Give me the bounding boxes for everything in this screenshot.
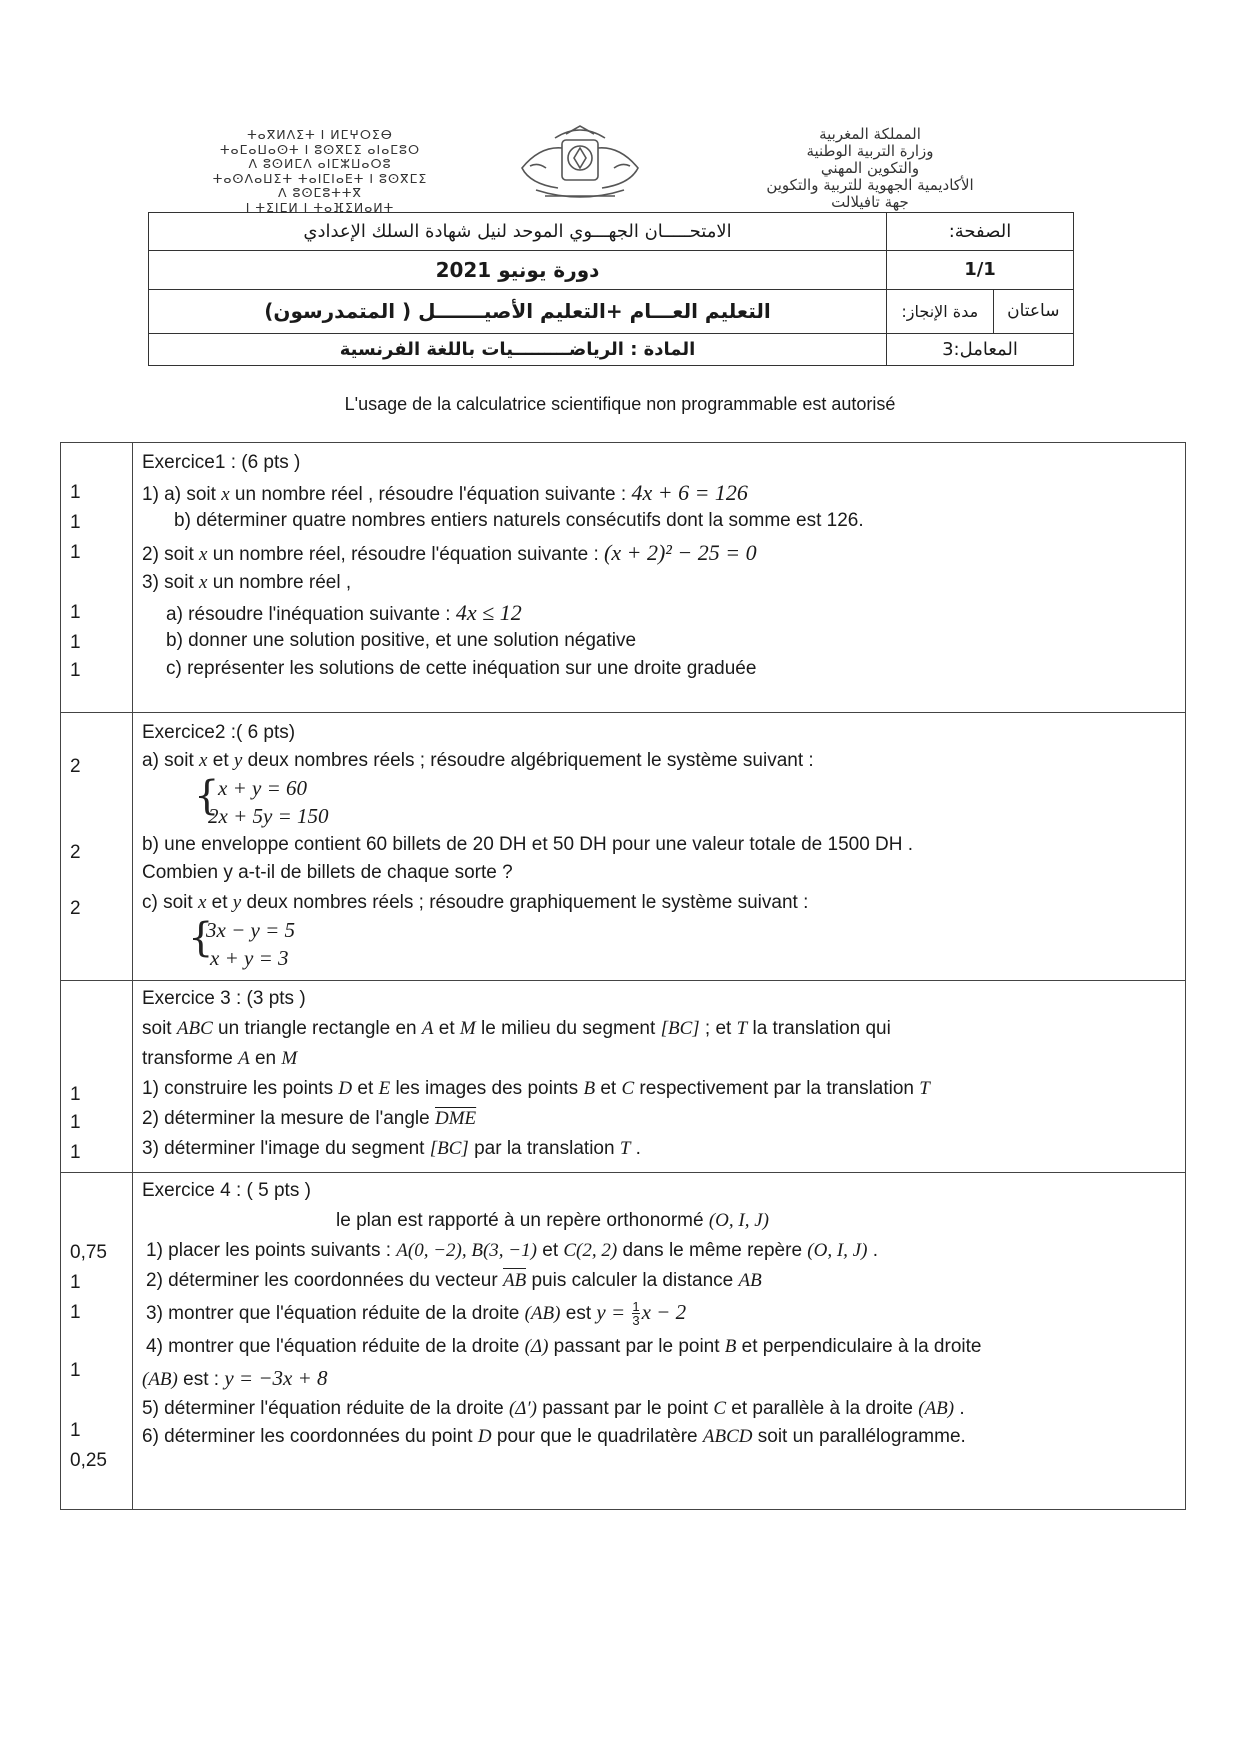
math: (Δ′) [508, 1398, 537, 1419]
points-value: 1 [70, 1420, 81, 1441]
text: transforme [142, 1048, 239, 1069]
equation: 4x + 6 = 126 [631, 480, 748, 505]
arabic-line: جهة تافيلالت [831, 193, 909, 211]
question-line [142, 892, 808, 914]
text: 3) déterminer l'image du segment [142, 1138, 430, 1159]
math: (AB) [918, 1398, 955, 1419]
math: (O, I, J) [807, 1240, 868, 1261]
tifinagh-line: ⵜⴰⴳⵍⴷⵉⵜ ⵏ ⵍⵎⵖⵔⵉⴱ [247, 127, 393, 142]
morocco-coat-of-arms-icon [500, 118, 660, 202]
text: le milieu du segment [475, 1018, 661, 1039]
tifinagh-line: ⴷ ⵓⵙⵎⵓⵜⵜⴳ [278, 185, 362, 200]
text: en [249, 1048, 282, 1069]
text: 2) soit [142, 544, 200, 565]
math: AB [738, 1270, 762, 1291]
tifinagh-line: ⴷ ⵓⵙⵍⵎⴷ ⴰⵏⵎⵣⵡⴰⵔⵓ [248, 156, 392, 171]
points-value: 1 [70, 1084, 81, 1105]
text: un triangle rectangle en [212, 1018, 422, 1039]
text: et [206, 892, 233, 913]
math: y = [596, 1300, 631, 1324]
points-value: 1 [70, 602, 81, 623]
text: 3) montrer que l'équation réduite de la droite [146, 1303, 525, 1324]
question-line [142, 1366, 328, 1391]
text: est : [177, 1369, 225, 1390]
text: 1) placer les points suivants : [146, 1240, 397, 1261]
ministry-header [700, 126, 1040, 211]
math: ABCD [702, 1426, 753, 1447]
angle: $\overline{DME}$ [435, 1108, 477, 1129]
row-divider [60, 712, 1186, 713]
arabic-line: الأكاديمية الجهوية للتربية والتكوين [766, 176, 974, 194]
text: a) soit [142, 750, 200, 771]
text: 3) soit [142, 572, 200, 593]
text: un nombre réel, résoudre l'équation suivante : [207, 544, 605, 565]
fraction [632, 1300, 639, 1327]
page-value: 1/1 [887, 251, 1074, 289]
exercise-title: Exercice1 : (6 pts ) [142, 452, 301, 473]
math: [BC] [660, 1018, 700, 1039]
vector-arrow-icon [503, 1268, 526, 1269]
text: par la translation [468, 1138, 620, 1159]
calculator-note: L'usage de la calculatrice scientifique non programmable est autorisé [344, 394, 896, 414]
points-value: 1 [70, 1360, 81, 1381]
question-line [142, 1048, 297, 1070]
math: M [459, 1018, 476, 1039]
text: deux nombres réels ; résoudre algébriquement le système suivant : [242, 750, 814, 771]
tifinagh-line: ⵜⴰⵎⴰⵡⴰⵙⵜ ⵏ ⵓⵙⴳⵎⵉ ⴰⵏⴰⵎⵓⵔ [219, 141, 421, 157]
math: D [477, 1426, 492, 1447]
math: C [621, 1078, 635, 1099]
question-line [142, 1138, 641, 1160]
equation: 4x ≤ 12 [455, 600, 522, 625]
points-value: 1 [70, 632, 81, 653]
system-equation: 3x − y = 5 [206, 918, 295, 942]
points-value: 1 [70, 1272, 81, 1293]
math: x [199, 544, 208, 565]
math: E [378, 1078, 391, 1099]
points-value: 1 [70, 1112, 81, 1133]
text: 2) déterminer la mesure de l'angle [142, 1108, 435, 1129]
text: passant par le point [536, 1398, 714, 1419]
question-line [142, 750, 814, 772]
question-line: Combien y a-t-il de billets de chaque sorte ? [142, 862, 513, 883]
math: x [221, 484, 230, 505]
math: x − 2 [641, 1300, 687, 1324]
system-brace: { [188, 915, 214, 961]
exercise-title: Exercice 3 : (3 pts ) [142, 988, 306, 1009]
math: A [421, 1018, 434, 1039]
math: D [338, 1078, 353, 1099]
question-line [142, 1398, 965, 1420]
text: c) soit [142, 892, 198, 913]
text: 1) construire les points [142, 1078, 339, 1099]
system-equation: x + y = 60 [218, 776, 307, 800]
text: et [536, 1240, 564, 1261]
math: C(2, 2) [563, 1240, 618, 1261]
arabic-line: والتكوين المهني [820, 159, 920, 177]
math: x [199, 572, 208, 593]
question-line [142, 1426, 966, 1448]
points-value: 1 [70, 1142, 81, 1163]
question-line: b) déterminer quatre nombres entiers naturels consécutifs dont la somme est 126. [174, 510, 864, 531]
math: B [583, 1078, 596, 1099]
text: et [595, 1078, 622, 1099]
tifinagh-header [150, 128, 490, 215]
text: deux nombres réels ; résoudre graphiquement le système suivant : [241, 892, 809, 913]
text: est [560, 1303, 597, 1324]
question-line [142, 1018, 891, 1040]
text: 6) déterminer les coordonnées du point [142, 1426, 478, 1447]
text: le plan est rapporté à un repère orthonormé [336, 1210, 709, 1231]
text: les images des points [390, 1078, 584, 1099]
text: et [352, 1078, 379, 1099]
question-line: b) une enveloppe contient 60 billets de 20 DH et 50 DH pour une valeur totale de 1500 DH . [142, 834, 914, 855]
exercise-title: Exercice 4 : ( 5 pts ) [142, 1180, 311, 1201]
text: a) résoudre l'inéquation suivante : [166, 604, 456, 625]
points-value: 2 [70, 842, 81, 863]
math: (Δ) [524, 1336, 549, 1357]
text: 5) déterminer l'équation réduite de la droite [142, 1398, 509, 1419]
points-value: 1 [70, 1302, 81, 1323]
text: passant par le point [548, 1336, 725, 1357]
text: et [433, 1018, 460, 1039]
exam-info-table [148, 212, 1074, 366]
math: x [199, 750, 208, 771]
question-line [142, 1108, 476, 1130]
math: x [197, 892, 207, 913]
equation: (x + 2)² − 25 = 0 [604, 540, 757, 565]
points-value: 1 [70, 660, 81, 681]
math: y [233, 750, 243, 771]
points-value: 2 [70, 756, 81, 777]
text: un nombre réel , résoudre l'équation suivante : [229, 484, 632, 505]
question-line: b) donner une solution positive, et une solution négative [166, 630, 637, 651]
math: (AB) [524, 1303, 561, 1324]
text: dans le même repère [617, 1240, 808, 1261]
system-equation: 2x + 5y = 150 [208, 804, 329, 828]
text: soit un parallélogramme. [752, 1426, 966, 1447]
math: ABC [176, 1018, 213, 1039]
equation: y = −3x + 8 [224, 1366, 328, 1390]
math: (AB) [142, 1369, 178, 1390]
text: un nombre réel , [207, 572, 352, 593]
points-column-divider [132, 442, 133, 1510]
system-equation: x + y = 3 [210, 946, 289, 970]
duration-value: ساعتان [993, 289, 1073, 333]
math: AB [502, 1270, 527, 1291]
math: T [919, 1078, 930, 1099]
points-value: 1 [70, 482, 81, 503]
math: B [724, 1336, 737, 1357]
text: et [207, 750, 234, 771]
exam-title: الامتحـــــان الجهـــوي الموحد لنيل شهادة السلك الإعدادي [149, 213, 887, 251]
question-line [146, 1240, 878, 1262]
question-line [142, 480, 748, 506]
fraction-denominator: 3 [632, 1313, 640, 1329]
text: la translation qui [747, 1018, 891, 1039]
exam-session: دورة يونيو 2021 [149, 251, 887, 289]
math: A(0, −2), B(3, −1) [396, 1240, 537, 1261]
question-line [142, 572, 351, 594]
math: T [736, 1018, 748, 1039]
exam-stream: التعليم العـــام +التعليم الأصيـــــــل ( المتمدرسون) [149, 289, 887, 333]
math: M [281, 1048, 298, 1069]
arabic-line: وزارة التربية الوطنية [806, 142, 934, 160]
text: . [954, 1398, 965, 1419]
text: . [867, 1240, 878, 1261]
text: soit [142, 1018, 177, 1039]
question-line [146, 1300, 686, 1327]
exercise-title: Exercice2 :( 6 pts) [142, 722, 296, 743]
points-value: 1 [70, 542, 81, 563]
points-value: 2 [70, 898, 81, 919]
points-value: 0,25 [70, 1450, 107, 1471]
text: ; et [699, 1018, 737, 1039]
text: 1) a) soit [142, 484, 222, 505]
question-line [146, 1336, 981, 1358]
exam-coefficient: المعامل:3 [887, 333, 1074, 365]
text: 4) montrer que l'équation réduite de la droite [146, 1336, 525, 1357]
math: [BC] [429, 1138, 469, 1159]
math: T [619, 1138, 631, 1159]
question-line [146, 1270, 762, 1292]
tifinagh-line: ⵏ ⵜⵉⵏⵎⵍ ⵏ ⵜⴰⴼⵉⵍⴰⵍⵜ [245, 199, 395, 215]
points-value: 0,75 [70, 1242, 107, 1263]
vector-ab [503, 1270, 526, 1292]
math: y [232, 892, 242, 913]
text: puis calculer la distance [526, 1270, 739, 1291]
page-label: الصفحة: [887, 213, 1074, 251]
system-brace: { [194, 773, 220, 819]
points-value: 1 [70, 512, 81, 533]
row-divider [60, 1172, 1186, 1173]
text: . [630, 1138, 641, 1159]
text: et parallèle à la droite [726, 1398, 919, 1419]
text: et perpendiculaire à la droite [736, 1336, 982, 1357]
row-divider [60, 980, 1186, 981]
fraction-numerator: 1 [632, 1299, 640, 1315]
math: (O, I, J) [708, 1210, 769, 1231]
tifinagh-line: ⵜⴰⵙⴷⴰⵡⵉⵜ ⵜⴰⵏⵎⵏⴰⴹⵜ ⵏ ⵓⵙⴳⵎⵉ [212, 170, 428, 186]
exam-subject: المادة : الرياضـــــــــيات باللغة الفرنسية [149, 333, 887, 365]
question-line [142, 540, 757, 566]
question-line [166, 600, 522, 626]
text: pour que le quadrilatère [491, 1426, 703, 1447]
math: C [713, 1398, 727, 1419]
math: A [238, 1048, 250, 1069]
question-line [336, 1210, 769, 1232]
arabic-line: المملكة المغربية [819, 125, 921, 143]
question-line: c) représenter les solutions de cette inéquation sur une droite graduée [166, 658, 757, 679]
text: respectivement par la translation [634, 1078, 920, 1099]
text: 2) déterminer les coordonnées du vecteur [146, 1270, 503, 1291]
question-line [142, 1078, 930, 1100]
duration-label: مدة الإنجاز: [887, 289, 994, 333]
